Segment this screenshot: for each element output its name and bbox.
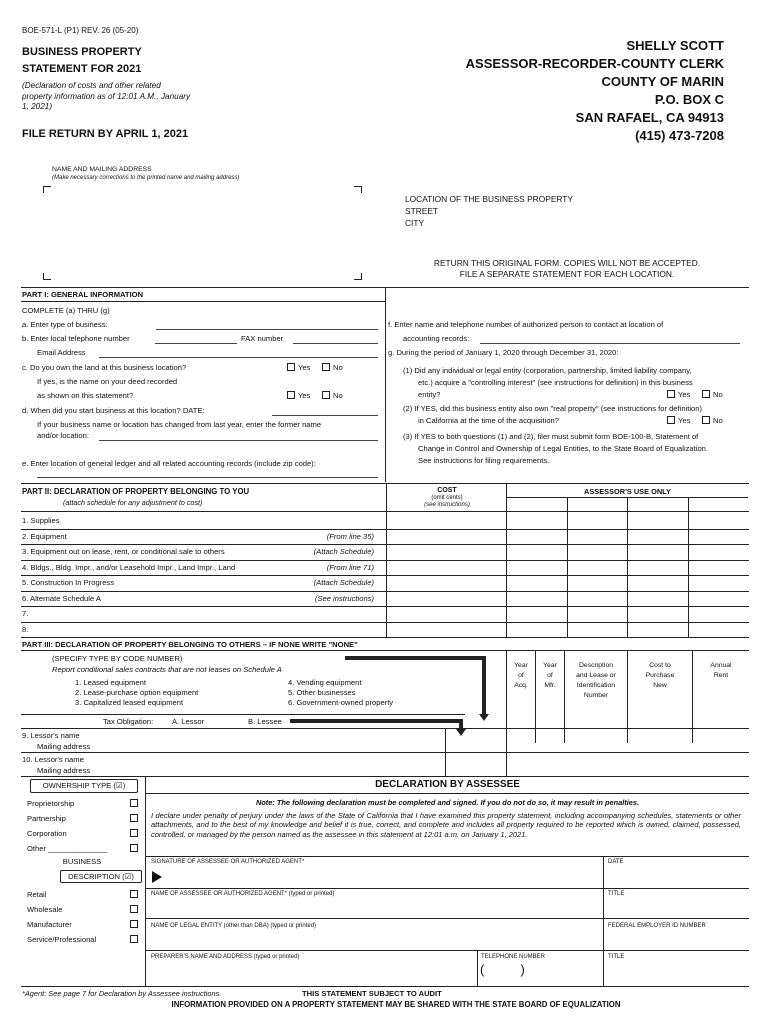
divider [21,637,749,638]
part2-cost-field[interactable] [387,606,505,621]
mailing-corner-tr [354,186,362,193]
col-description: Description and Lease or Identification Number [576,662,616,699]
part2-cost-field[interactable] [387,560,505,575]
biz-title-1: BUSINESS [62,857,102,866]
title-label: TITLE [608,891,625,897]
q1-no-label: No [713,390,723,399]
divider [21,591,749,592]
former-name-label: If your business name or location has changed from last year, enter the former name [37,420,322,429]
mailing-corner-br [354,273,362,280]
part2-cost-field[interactable] [387,575,505,590]
divider [506,743,507,776]
col-annual-rent: Annual Rent [710,662,732,679]
ownership-title: OWNERSHIP TYPE (☑) [30,779,138,793]
business-option-label: Manufacturer [27,920,72,929]
arrow-head [456,729,466,736]
deed-yes-label: Yes [298,391,311,400]
ledger-field[interactable] [37,477,378,478]
part3-header: PART III: DECLARATION OF PROPERTY BELONGING TO OTHERS – IF NONE WRITE "NONE" [22,640,358,649]
codes-left [75,678,198,708]
business-checkbox[interactable] [130,905,138,913]
part2-row-note: (See instructions) [314,593,374,603]
preparer-title-field[interactable] [606,962,746,984]
divider [567,497,568,637]
assessor-city: SAN RAFAEL, CA 94913 [575,110,724,125]
q2-no-label: No [713,416,723,425]
divider [145,918,749,919]
ownership-checkbox[interactable] [130,814,138,822]
biz-title-2: DESCRIPTION (☑) [60,870,142,883]
part2-row-label: 8. [22,624,29,634]
part2-row-label: 5. Construction In Progress [22,578,115,587]
period-label: g. During the period of January 1, 2020 through December 31, 2020: [388,348,619,357]
deed-no-checkbox[interactable] [322,391,330,399]
business-option-label: Retail [27,890,47,899]
file-return-deadline: FILE RETURN BY APRIL 1, 2021 [22,128,189,140]
telephone-field[interactable]: ( ) [480,962,525,977]
fein-field[interactable] [606,931,746,947]
ownership-option-label: Other ______________ [27,844,108,853]
cost-see: (see instructions) [424,502,470,508]
form-code: BOE-571-L (P1) REV. 26 (05-20) [22,26,139,35]
mailing-corner-bl [43,273,51,280]
location-street: STREET [405,206,439,216]
preparer-label: PREPARER'S NAME AND ADDRESS (typed or printed) [151,954,300,960]
phone-label: b. Enter local telephone number [22,334,130,343]
audit-note: THIS STATEMENT SUBJECT TO AUDIT [302,989,442,998]
q2-yes-label: Yes [678,416,691,425]
contact-label: f. Enter name and telephone number of authorized person to contact at location of [388,320,664,329]
code-5: 5. Other businesses [288,688,356,697]
divider [145,950,749,951]
assessor-county: COUNTY OF MARIN [601,74,724,89]
own-land-no-checkbox[interactable] [322,363,330,371]
mailing-label: NAME AND MAILING ADDRESS [52,166,152,173]
ownership-checkbox[interactable] [130,844,138,852]
date-field[interactable] [606,866,746,886]
legal-entity-label: NAME OF LEGAL ENTITY (other than DBA) (typed or printed) [151,923,317,929]
lessor10-name-label: 10. Lessor's name [22,755,84,764]
divider [477,950,478,986]
fein-label: FEDERAL EMPLOYER ID NUMBER [608,923,706,929]
tax-lessor-option[interactable]: A. Lessor [172,717,205,726]
mailing-corner-tl [43,186,51,193]
code-4: 4. Vending equipment [288,678,362,687]
tax-lessee-option[interactable]: B. Lessee [248,717,282,726]
part2-cost-field[interactable] [387,591,505,606]
own-land-label: c. Do you own the land at this business location? [22,363,187,372]
divider [21,650,749,651]
q1-line3: entity? [418,390,441,399]
part2-cost-field[interactable] [387,622,505,637]
divider [145,856,749,857]
part3-spec: (SPECIFY TYPE BY CODE NUMBER) [52,654,183,663]
part2-row-note: (From line 71) [326,562,374,572]
part2-row-label: 1. Supplies [22,516,60,525]
agent-note: *Agent: See page 7 for Declaration by Assessee instructions. [22,989,222,998]
email-label: Email Address [37,348,86,357]
tax-obligation-label: Tax Obligation: [103,717,154,726]
return-note-line2: FILE A SEPARATE STATEMENT FOR EACH LOCATION. [459,269,675,279]
part1-complete: COMPLETE (a) THRU (g) [22,306,110,315]
ownership-option-label: Proprietorship [27,799,75,808]
part2-row-label: 4. Bldgs., Bldg. Impr., and/or Leasehold Impr., Land Impr., Land [22,562,236,572]
declaration-text: I declare under penalty of perjury under the laws of the State of California that I have examined this property statement, including accompanying schedules, statements or other attachments, and to the best of my knowledge and belief it is true, correct, and complete and includes all property required to be reported which is owned, claimed, possessed, controlled, or managed by the person named as the assessee in this statement at 12:01 a.m. on January 1, 2021. [151,811,741,839]
q2-yes-checkbox[interactable] [667,416,675,424]
assessor-phone: (415) 473-7208 [635,128,724,143]
mailing-address-field[interactable] [55,195,350,271]
former-location-label: and/or location: [37,431,89,440]
sign-here-arrow-icon [152,871,162,883]
own-land-yes-label: Yes [298,363,311,372]
divider [21,544,749,545]
contact-field[interactable] [480,343,740,344]
divider [21,560,749,561]
divider [21,606,749,607]
business-option-label: Wholesale [27,905,63,914]
col-year-acq: Year of Acq. [514,662,528,689]
q1-yes-checkbox[interactable] [667,390,675,398]
own-land-no-label: No [333,363,343,372]
part2-row-label: 6. Alternate Schedule A [22,593,101,603]
date-label: DATE [608,859,624,865]
part2-header: PART II: DECLARATION OF PROPERTY BELONGING TO YOU [22,487,250,496]
divider [21,986,749,987]
form-title-line2: STATEMENT FOR 2021 [22,63,142,75]
signature-field[interactable] [165,866,601,886]
q3-line1: (3) If YES to both questions (1) and (2), filer must submit form BOE-100-B, Statement of [403,432,699,441]
deed-label-2: as shown on this statement? [37,391,134,400]
business-option-label: Service/Professional [27,935,97,944]
email-field[interactable] [99,357,378,358]
business-checkbox[interactable] [130,920,138,928]
q1-yes-label: Yes [678,390,691,399]
divider [21,529,749,530]
business-checkbox[interactable] [130,890,138,898]
signature-label: SIGNATURE OF ASSESSEE OR AUTHORIZED AGENT* [151,859,305,865]
q2-line2: in California at the time of the acquisition? [418,416,559,425]
assessor-office: ASSESSOR-RECORDER-COUNTY CLERK [465,56,724,71]
assessor-use-header: ASSESSOR'S USE ONLY [584,487,671,496]
ledger-label: e. Enter location of general ledger and all related accounting records (include zip code): [22,459,316,468]
q3-line2: Change in Control and Ownership of Legal Entities, to the State Board of Equalization. [418,444,709,453]
start-date-field[interactable] [272,415,378,416]
divider [603,856,604,986]
telephone-label: TELEPHONE NUMBER [481,954,546,960]
divider [21,511,749,512]
code-2: 2. Lease-purchase option equipment [75,688,199,697]
divider [145,776,146,986]
col-cost-new: Cost to Purchase New [645,662,675,689]
divider [145,888,749,889]
code-1: 1. Leased equipment [75,678,146,687]
part2-row-note: (Attach Schedule) [313,547,374,556]
arrow-head [479,714,489,721]
own-land-yes-checkbox[interactable] [287,363,295,371]
former-location-field[interactable] [99,440,378,441]
part2-row-label: 3. Equipment out on lease, rent, or conditional sale to others [22,547,225,556]
part2-cost-field[interactable] [387,529,505,544]
part2-cost-field[interactable] [387,513,505,528]
assessor-address [466,37,724,145]
lessor9-field[interactable] [110,730,444,752]
part1-header: PART I: GENERAL INFORMATION [22,290,144,299]
form-subtitle: (Declaration of costs and other related property information as of 12:01 A.M., January 1, 2021) [22,81,191,111]
ownership-checkbox[interactable] [130,829,138,837]
lessor9-name-label: 9. Lessor's name [22,731,80,740]
divider [21,728,749,729]
divider [385,287,386,482]
code-3: 3. Capitalized leased equipment [75,698,184,707]
fax-field[interactable] [293,343,378,344]
divider [145,793,749,794]
q3-line3: See instructions for filing requirements. [418,456,550,465]
part3-report: Report conditional sales contracts that are not leases on Schedule A [52,665,282,674]
assessor-box: P.O. BOX C [654,92,724,107]
declaration-title: DECLARATION BY ASSESSEE [375,779,520,790]
divider [21,776,749,777]
part2-sub: (attach schedule for any adjustment to cost) [63,498,203,507]
lessor9-address-label: Mailing address [37,742,91,751]
col-year-mfr: Year of Mfr. [543,662,557,689]
assessee-name-label: NAME OF ASSESSEE OR AUTHORIZED AGENT* (typed or printed) [151,891,335,897]
business-type-field[interactable] [156,329,378,330]
start-date-label: d. When did you start business at this location? DATE: [22,406,205,415]
divider [627,497,628,637]
divider [21,483,749,484]
preparer-title-label: TITLE [608,954,625,960]
return-note-line1: RETURN THIS ORIGINAL FORM. COPIES WILL NOT BE ACCEPTED. [433,258,701,268]
part2-cost-field[interactable] [387,544,505,559]
code-6: 6. Government-owned property [288,698,394,707]
location-title: LOCATION OF THE BUSINESS PROPERTY [405,194,573,204]
ownership-option-label: Corporation [27,829,67,838]
q1-line1: (1) Did any individual or legal entity (corporation, partnership, limited liability company, [403,366,692,375]
title-field[interactable] [606,899,746,915]
divider [688,497,689,637]
shared-note: INFORMATION PROVIDED ON A PROPERTY STATEMENT MAY BE SHARED WITH THE STATE BOARD OF EQUALIZATION [171,1000,621,1009]
ownership-option-label: Partnership [27,814,66,823]
divider [21,714,465,715]
phone-field[interactable] [155,343,237,344]
ownership-checkbox[interactable] [130,799,138,807]
deed-no-label: No [333,391,343,400]
deed-yes-checkbox[interactable] [287,391,295,399]
part2-row-note: (Attach Schedule) [313,578,374,587]
divider [21,752,749,753]
q2-no-checkbox[interactable] [702,416,710,424]
part2-row-label: 7. [22,609,29,618]
q1-no-checkbox[interactable] [702,390,710,398]
assessor-name: SHELLY SCOTT [626,38,724,53]
cost-omit: (omit cents) [431,495,463,501]
assessee-name-field[interactable] [150,899,600,915]
q1-line2: etc.) acquire a "controlling interest" (see instructions for definition) in this business [418,378,693,387]
location-city: CITY [405,218,425,228]
business-type-label: a. Enter type of business: [22,320,108,329]
cost-header: COST [437,487,457,494]
legal-entity-field[interactable] [150,931,600,947]
divider [21,575,749,576]
part2-row-note: (From line 35) [326,531,374,541]
arrow-shaft [290,719,462,723]
return-note [395,258,739,280]
form-title-line1: BUSINESS PROPERTY [22,46,142,58]
deed-label: If yes, is the name on your deed recorded [37,377,178,386]
preparer-field[interactable] [150,962,475,984]
lessor10-address-label: Mailing address [37,766,91,775]
divider [21,622,749,623]
business-checkbox[interactable] [130,935,138,943]
location-block[interactable] [405,193,573,229]
lessor10-field[interactable] [110,754,444,776]
contact-label-2: accounting records: [403,334,470,343]
divider [21,301,386,302]
q2-line1: (2) If YES, did this business entity also own "real property" (see instructions for definition) [403,404,703,413]
fax-label: FAX number [241,334,284,343]
arrow-shaft [482,656,486,716]
part2-row-label: 2. Equipment [22,531,67,541]
codes-right [288,678,393,708]
mailing-hint: (Make necessary corrections to the printed name and mailing address) [52,175,240,181]
arrow-shaft [345,656,485,660]
declaration-note: Note: The following declaration must be completed and signed. If you do not do so, it may result in penalties. [255,798,640,807]
